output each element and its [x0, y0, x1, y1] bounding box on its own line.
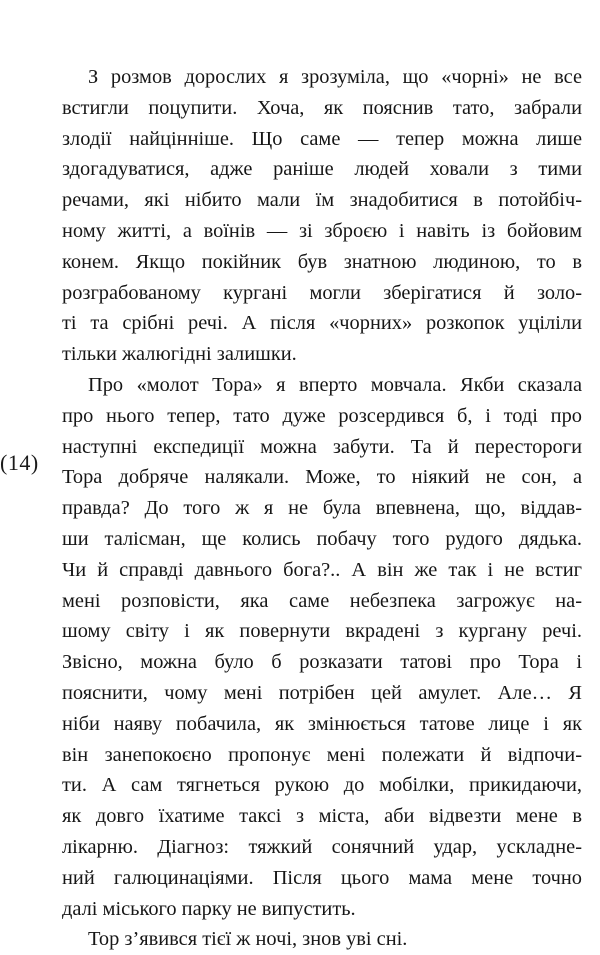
text-line: ніби наяву побачила, як змінюється татове лице і як — [62, 712, 582, 735]
text-line: про нього тепер, тато дуже розсердився б, і тоді про — [62, 404, 582, 427]
text-line: далі міського парку не випустить. — [62, 897, 356, 920]
paragraph — [62, 62, 582, 370]
text-line: злодії найцінніше. Що саме — тепер можна лише — [62, 127, 582, 150]
text-line: Звісно, можна було б розказати татові про Тора і — [62, 651, 582, 674]
body-text — [62, 62, 582, 955]
text-line: тільки жалюгідні залишки. — [62, 343, 297, 366]
text-line: правда? До того ж я не була впевнена, що, віддав- — [62, 497, 582, 520]
text-line: здогадуватися, адже раніше людей ховали з тими — [62, 158, 582, 181]
text-line: пояснити, чому мені потрібен цей амулет. Але… Я — [62, 681, 582, 704]
text-line: як довго їхатиме таксі з міста, аби відвезти мене в — [62, 805, 582, 828]
text-line: Чи й справді давнього бога?.. А він же так і не встиг — [62, 558, 582, 581]
text-line: ному житті, а воїнів — зі зброєю і навіть із бойовим — [62, 219, 582, 242]
text-line: конем. Якщо покійник був знатною людиною, то в — [62, 250, 582, 273]
text-line: він занепокоєно пропонує мені полежати й відпочи- — [62, 743, 582, 766]
paragraph — [62, 924, 582, 955]
text-line: ті та срібні речі. А після «чорних» розкопок уціліли — [62, 312, 582, 335]
text-line: встигли поцупити. Хоча, як пояснив тато, забрали — [62, 96, 582, 119]
text-line: Тор з’явився тієї ж ночі, знов уві сні. — [88, 928, 408, 951]
text-line: Про «молот Тора» я вперто мовчала. Якби сказала — [88, 373, 582, 396]
page-number: (14) — [0, 450, 39, 475]
text-line: ши талісман, ще колись побачу того рудого дядька. — [62, 527, 582, 550]
text-line: З розмов дорослих я зрозуміла, що «чорні» не все — [88, 66, 582, 88]
text-line: речами, які нібито мали їм знадобитися в потойбіч- — [62, 189, 582, 212]
text-line: розграбованому кургані могли зберігатися й золо- — [62, 281, 582, 304]
text-line: ти. А сам тягнеться рукою до мобілки, прикидаючи, — [62, 774, 582, 797]
text-line: наступні експедиції можна забути. Та й перестороги — [62, 435, 582, 458]
text-line: лікарню. Діагноз: тяжкий сонячний удар, ускладне- — [62, 835, 582, 858]
text-line: шому світу і як повернути вкрадені з кургану речі. — [62, 620, 582, 643]
text-line: мені розповісти, яка саме небезпека загрожує на- — [62, 589, 582, 612]
paragraph — [62, 370, 582, 924]
text-line: ний галюцинаціями. Після цього мама мене точно — [62, 866, 582, 889]
text-line: Тора добряче налякали. Може, то ніякий не сон, а — [62, 466, 582, 489]
